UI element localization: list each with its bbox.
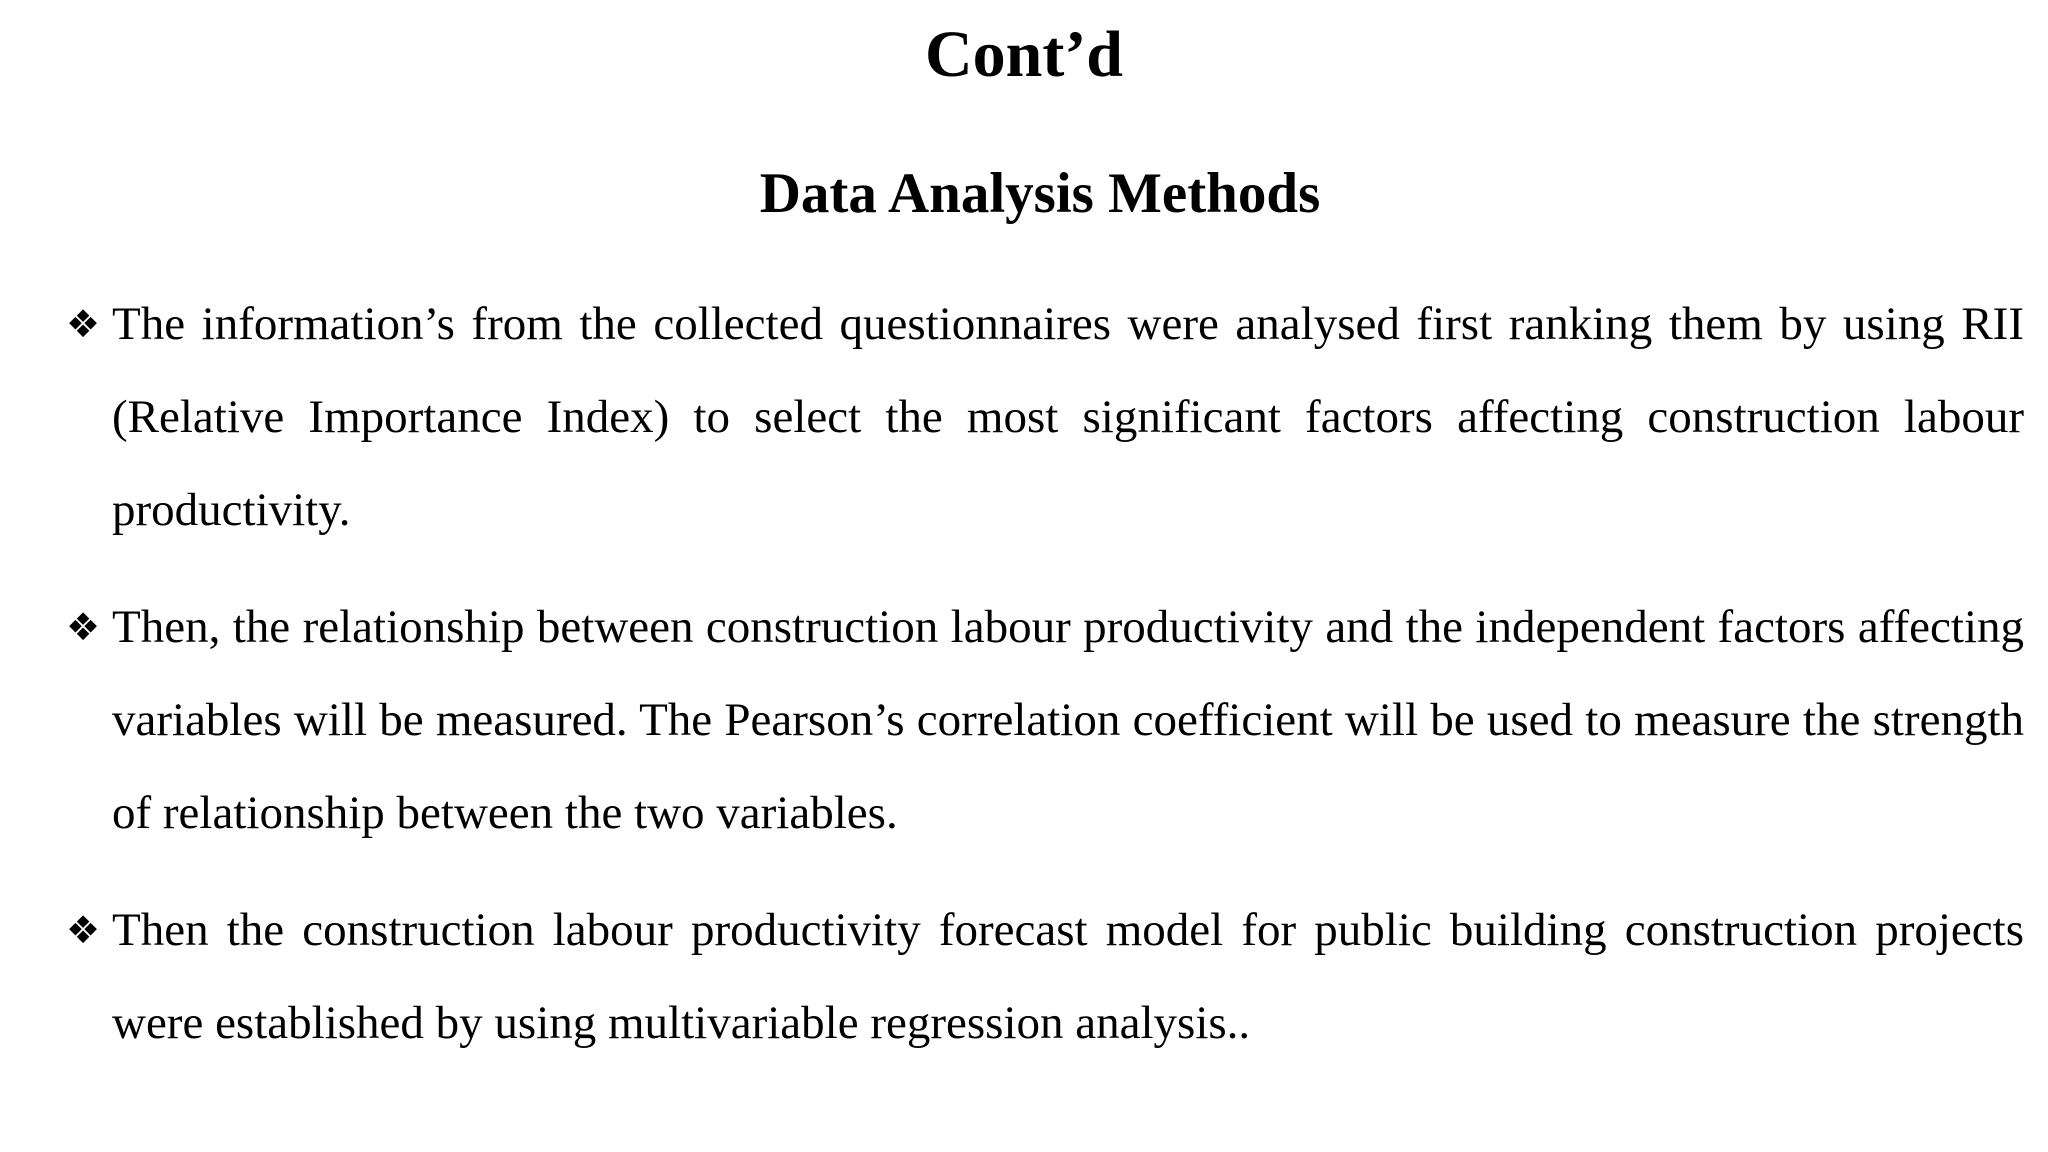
diamond-bullet-icon: ❖: [66, 908, 101, 952]
bullet-text: The information’s from the collected questionnaires were analysed first ranking them by using RII (Relative Importance Index) to select the most significant factors affecting construction labour productivity.: [112, 298, 2024, 536]
slide-subtitle: Data Analysis Methods: [759, 162, 1321, 225]
slide-title: Cont’d: [924, 18, 1124, 91]
diamond-bullet-icon: ❖: [66, 302, 101, 346]
bullet-item-2: [66, 581, 2024, 860]
bullet-list: [66, 278, 2024, 1070]
diamond-bullet-icon: ❖: [66, 605, 101, 649]
bullet-text: Then, the relationship between construction labour productivity and the independent factors affecting variables will be measured. The Pearson’s correlation coefficient will be used to measure the strength of relationship between the two variables.: [112, 601, 2024, 839]
bullet-item-1: [66, 278, 2024, 557]
bullet-item-3: [66, 884, 2024, 1070]
bullet-text: Then the construction labour productivity forecast model for public building construction projects were established by using multivariable regression analysis..: [112, 904, 2024, 1049]
